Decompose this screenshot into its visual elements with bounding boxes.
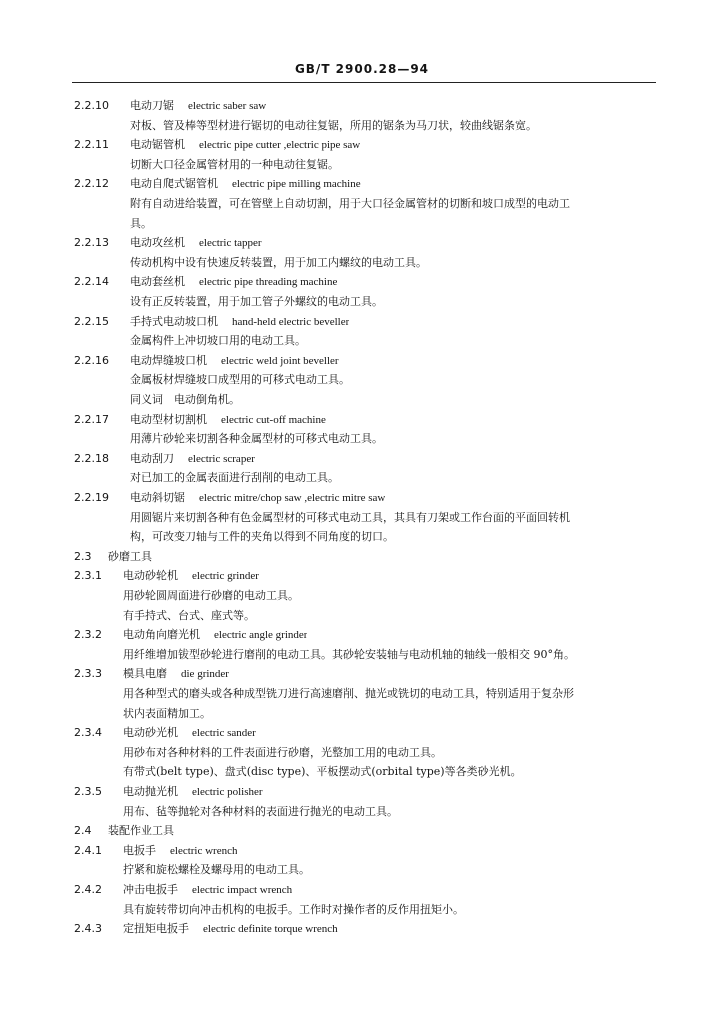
entry-definition: 用圆锯片来切割各种有色金属型材的可移式电动工具，其具有刀架或工作台面的平面回转机 [130, 510, 570, 524]
term-chinese: 电扳手 [123, 843, 156, 857]
entry-number: 2.4.3 [74, 922, 102, 936]
term-english: electric cut-off machine [221, 413, 326, 426]
term-english: electric sander [192, 727, 256, 740]
term-chinese: 电动焊缝坡口机 [130, 353, 207, 367]
entry-term [130, 233, 262, 252]
entry-definition: 用砂轮圆周面进行砂磨的电动工具。 [123, 588, 299, 602]
entry-definition: 拧紧和旋松螺栓及螺母用的电动工具。 [123, 863, 310, 877]
entry-number: 2.3.5 [74, 785, 102, 798]
term-chinese: 电动刮刀 [130, 451, 174, 465]
term-english: hand-held electric beveller [232, 315, 350, 328]
entry-number: 2.2.16 [74, 353, 109, 367]
entry-definition: 金属构件上冲切坡口用的电动工具。 [130, 334, 306, 348]
term-english: electric tapper [199, 237, 262, 250]
term-chinese: 冲击电扳手 [123, 883, 178, 896]
term-chinese: 电动刀锯 [130, 99, 174, 112]
term-chinese: 手持式电动坡口机 [130, 314, 218, 328]
entry-definition: 用砂布对各种材料的工件表面进行砂磨，光整加工用的电动工具。 [123, 745, 442, 759]
entry-term [123, 880, 292, 899]
term-chinese: 模具电磨 [123, 667, 167, 681]
entry-term [123, 919, 338, 938]
term-english: electric pipe threading machine [199, 276, 338, 289]
entry-number: 2.2.17 [74, 412, 109, 426]
term-chinese: 电动套丝机 [130, 275, 185, 289]
entry-term [130, 488, 385, 507]
entry-number: 2.2.10 [74, 99, 109, 112]
term-english: electric pipe milling machine [232, 178, 361, 191]
entry-term [130, 272, 337, 291]
term-english: electric angle grinder [214, 629, 308, 642]
entry-number: 2.2.14 [74, 275, 109, 289]
term-chinese: 电动锯管机 [130, 138, 185, 152]
entry-number: 2.2.18 [74, 451, 109, 465]
entry-definition: 有手持式、台式、座式等。 [123, 608, 255, 622]
term-chinese: 定扭矩电扳手 [123, 922, 189, 936]
entry-number: 2.3.2 [74, 628, 102, 642]
entry-term [130, 174, 361, 193]
entry-definition: 金属板材焊缝坡口成型用的可移式电动工具。 [130, 373, 350, 387]
entry-definition: 具。 [130, 216, 152, 230]
entry-definition: 构，可改变刀轴与工件的夹角以得到不同角度的切口。 [130, 530, 394, 544]
term-english: electric polisher [192, 786, 263, 798]
entry-term [123, 723, 256, 742]
entry-term [123, 664, 229, 683]
term-chinese: 砂磨工具 [108, 549, 152, 563]
entry-number: 2.2.19 [74, 491, 109, 504]
entry-number: 2.2.15 [74, 314, 109, 328]
term-chinese: 电动斜切锯 [130, 491, 185, 504]
entry-definition: 传动机构中设有快速反转装置，用于加工内螺纹的电动工具。 [130, 255, 427, 269]
entry-term [123, 782, 263, 801]
header-rule [72, 82, 656, 83]
entry-number: 2.3.1 [74, 569, 102, 583]
entry-definition: 用各种型式的磨头或各种成型铣刀进行高速磨削、抛光或铣切的电动工具，特别适用于复杂形 [123, 686, 574, 700]
entry-definition: 状内表面精加工。 [123, 706, 211, 720]
entry-definition: 切断大口径金属管材用的一种电动往复锯。 [130, 157, 339, 171]
term-english: electric definite torque wrench [203, 923, 338, 936]
term-chinese: 电动攻丝机 [130, 236, 185, 250]
term-english: electric weld joint beveller [221, 354, 339, 367]
entry-definition: 对板、管及棒等型材进行锯切的电动往复锯，所用的锯条为马刀状，较曲线锯条宽。 [130, 118, 537, 132]
entry-number: 2.3 [74, 549, 92, 563]
entry-definition: 有带式(belt type)、盘式(disc type)、平板摆动式(orbital type)等各类砂光机。 [123, 765, 522, 779]
entry-number: 2.4.1 [74, 843, 102, 857]
term-english: electric impact wrench [192, 884, 293, 896]
entry-term [130, 96, 266, 115]
entry-term [130, 135, 360, 154]
entry-definition: 用薄片砂轮来切割各种金属型材的可移式电动工具。 [130, 432, 383, 446]
term-english: electric scraper [188, 452, 255, 465]
entry-term [130, 312, 349, 331]
entry-definition: 附有自动进给装置，可在管壁上自动切割，用于大口径金属管材的切断和坡口成型的电动工 [130, 196, 570, 210]
term-chinese: 电动自爬式锯管机 [130, 177, 218, 191]
term-english: die grinder [181, 668, 229, 681]
term-chinese: 电动砂光机 [123, 726, 178, 740]
entry-term [130, 449, 255, 468]
term-english: electric wrench [170, 844, 238, 857]
entry-term [130, 410, 326, 429]
entry-number: 2.2.13 [74, 236, 109, 250]
term-english: electric saber saw [188, 100, 267, 112]
entry-definition: 用布、毡等抛轮对各种材料的表面进行抛光的电动工具。 [123, 804, 398, 818]
entry-definition: 用纤维增加钹型砂轮进行磨削的电动工具。其砂轮安装轴与电动机轴的轴线一般相交 90°角。 [123, 647, 575, 661]
term-english: electric pipe cutter ,electric pipe saw [199, 139, 361, 152]
entry-definition: 设有正反转装置，用于加工管子外螺纹的电动工具。 [130, 294, 383, 308]
entry-term [108, 547, 152, 566]
document-code-header: GB/T 2900.28—94 [294, 62, 430, 76]
entry-term [123, 625, 307, 644]
term-chinese: 装配作业工具 [108, 824, 174, 838]
term-english: electric grinder [192, 570, 259, 583]
term-english: electric mitre/chop saw ,electric mitre saw [199, 492, 386, 504]
entry-definition: 同义词 电动倒角机。 [130, 392, 240, 406]
entry-definition: 对已加工的金属表面进行刮削的电动工具。 [130, 471, 339, 485]
entry-term [130, 351, 339, 370]
entry-number: 2.2.11 [74, 138, 109, 152]
entry-term [123, 566, 259, 585]
entry-term [108, 821, 174, 840]
term-chinese: 电动型材切割机 [130, 412, 207, 426]
entry-number: 2.2.12 [74, 177, 109, 191]
entry-number: 2.4.2 [74, 883, 102, 896]
term-chinese: 电动角向磨光机 [123, 628, 200, 642]
entry-term [123, 841, 237, 860]
entry-number: 2.3.3 [74, 667, 102, 681]
term-chinese: 电动砂轮机 [123, 569, 178, 583]
entry-definition: 具有旋转带切向冲击机构的电扳手。工作时对操作者的反作用扭矩小。 [123, 902, 464, 916]
entry-number: 2.3.4 [74, 726, 102, 740]
entry-number: 2.4 [74, 824, 92, 838]
term-chinese: 电动抛光机 [123, 785, 178, 798]
